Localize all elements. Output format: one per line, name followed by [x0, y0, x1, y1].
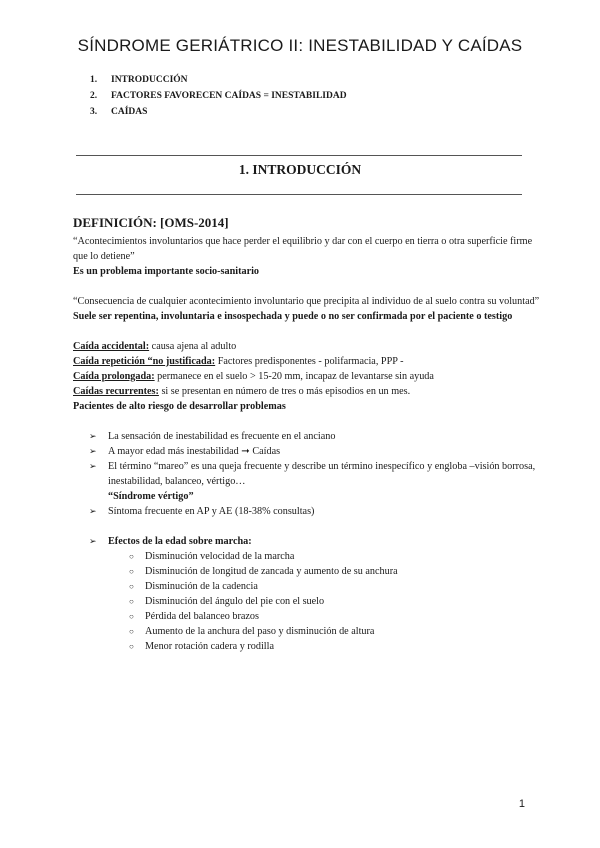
list-item-emphasis: “Síndrome vértigo”	[108, 491, 194, 502]
section-divider-bottom	[76, 194, 522, 195]
list-item-text: Efectos de la edad sobre marcha:	[108, 536, 252, 547]
arrow-bullet-icon: ➢	[89, 506, 97, 516]
list-item	[73, 429, 543, 444]
toc-item	[90, 72, 347, 88]
sub-list-item-text: Aumento de la anchura del paso y disminución de altura	[145, 626, 375, 637]
gait-effects-list	[108, 549, 543, 654]
section-divider-top	[76, 155, 522, 156]
list-item-text: El término “mareo” es una queja frecuente y describe un término inespecífico y engloba –visión borrosa, inestabilidad, balanceo, vértigo…	[108, 461, 536, 487]
circle-bullet-icon: ○	[129, 552, 134, 561]
toc-number: 2.	[90, 91, 98, 101]
toc-item	[90, 88, 347, 104]
definition-quote: “Acontecimientos involuntarios que hace perder el equilibrio y dar con el cuerpo en tierra o otra superficie firme que lo detiene”	[73, 236, 533, 262]
circle-bullet-icon: ○	[129, 627, 134, 636]
document-title: SÍNDROME GERIÁTRICO II: INESTABILIDAD Y CAÍDAS	[77, 36, 523, 55]
section-title: 1. INTRODUCCIÓN	[238, 162, 362, 177]
fall-type-label: Caída repetición “no justificada:	[73, 356, 216, 367]
sub-list-item-text: Menor rotación cadera y rodilla	[145, 641, 274, 652]
fall-type-label: Caída accidental:	[73, 341, 150, 352]
sub-list-item-text: Disminución de la cadencia	[145, 581, 258, 592]
fall-type-text: Factores predisponentes - polifarmacia, PPP -	[215, 356, 404, 367]
toc-item	[90, 104, 347, 120]
section-content	[73, 214, 543, 654]
page-number: 1	[518, 798, 525, 810]
list-item-text: La sensación de inestabilidad es frecuente en el anciano	[108, 431, 336, 442]
toc-label: FACTORES FAVORECEN CAÍDAS = INESTABILIDAD	[111, 91, 347, 101]
list-item	[73, 534, 543, 654]
fall-type	[73, 354, 543, 369]
fall-type-label: Caída prolongada:	[73, 371, 155, 382]
list-item	[73, 459, 543, 504]
circle-bullet-icon: ○	[129, 597, 134, 606]
list-item-text: A mayor edad más inestabilidad ➞ Caídas	[108, 446, 281, 457]
arrow-bullet-icon: ➢	[89, 446, 97, 456]
sub-list-item	[73, 549, 543, 564]
fall-type	[73, 384, 543, 399]
fall-type	[73, 369, 543, 384]
sub-list-item	[73, 564, 543, 579]
circle-bullet-icon: ○	[129, 582, 134, 591]
arrow-bullet-icon: ➢	[89, 431, 97, 441]
fall-type	[73, 339, 543, 354]
definition-emphasis: Suele ser repentina, involuntaria e insospechada y puede o no ser confirmada por el paciente o testigo	[73, 311, 513, 322]
definition-emphasis: Es un problema importante socio-sanitario	[73, 266, 260, 277]
arrow-bullet-icon: ➢	[89, 536, 97, 546]
bullet-list	[73, 429, 543, 654]
fall-type-text: si se presentan en número de tres o más episodios en un mes.	[158, 386, 411, 397]
toc-label: CAÍDAS	[111, 107, 148, 117]
table-of-contents	[90, 72, 347, 120]
fall-type-text: causa ajena al adulto	[149, 341, 237, 352]
toc-number: 1.	[90, 75, 98, 85]
sub-list-item-text: Disminución velocidad de la marcha	[145, 551, 295, 562]
fall-type-text: permanece en el suelo > 15-20 mm, incapaz de levantarse sin ayuda	[154, 371, 434, 382]
risk-heading: Pacientes de alto riesgo de desarrollar problemas	[73, 401, 286, 412]
sub-list-item	[73, 609, 543, 624]
circle-bullet-icon: ○	[129, 567, 134, 576]
arrow-bullet-icon: ➢	[89, 461, 97, 471]
sub-list-item-text: Disminución de longitud de zancada y aumento de su anchura	[145, 566, 398, 577]
sub-list-item	[73, 594, 543, 609]
sub-list-item	[73, 639, 543, 654]
sub-list-item	[73, 579, 543, 594]
circle-bullet-icon: ○	[129, 612, 134, 621]
list-item	[73, 504, 543, 519]
definition-heading: DEFINICIÓN: [OMS-2014]	[73, 215, 229, 230]
list-item-text: Síntoma frecuente en AP y AE (18-38% consultas)	[108, 506, 315, 517]
sub-list-item	[73, 624, 543, 639]
definition-quote: “Consecuencia de cualquier acontecimiento involuntario que precipita al individuo de al suelo contra su voluntad”	[73, 296, 540, 307]
fall-type-label: Caídas recurrentes:	[73, 386, 159, 397]
circle-bullet-icon: ○	[129, 642, 134, 651]
list-item	[73, 444, 543, 459]
sub-list-item-text: Disminución del ángulo del pie con el suelo	[145, 596, 325, 607]
sub-list-item-text: Pérdida del balanceo brazos	[145, 611, 259, 622]
toc-label: INTRODUCCIÓN	[111, 75, 188, 85]
toc-number: 3.	[90, 107, 98, 117]
